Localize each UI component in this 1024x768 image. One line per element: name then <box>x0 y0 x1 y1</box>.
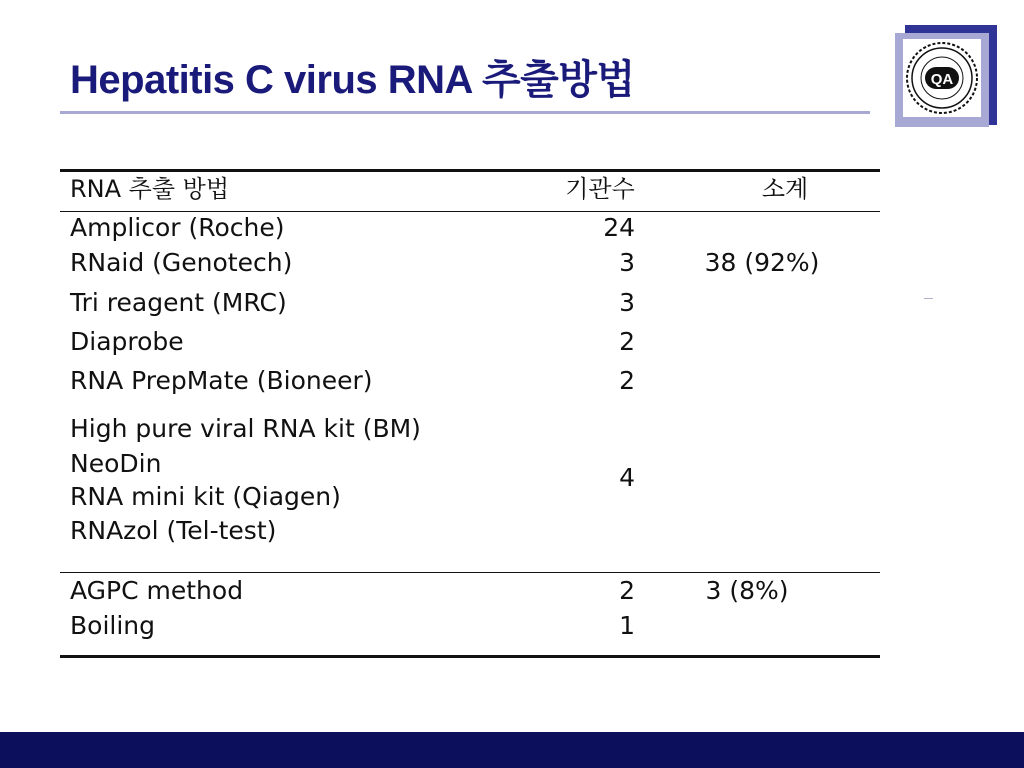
qa-emblem-icon <box>905 41 979 115</box>
row-method: NeoDin <box>70 449 162 478</box>
slide-title: Hepatitis C virus RNA 추출방법 <box>70 58 635 102</box>
logo-badge-text: QA <box>930 71 954 88</box>
table-group-rule <box>60 572 880 573</box>
row-count: 2 <box>619 366 635 395</box>
grouped-count: 4 <box>619 463 635 492</box>
table-bottom-rule <box>60 655 880 658</box>
row-method: Tri reagent (MRC) <box>70 288 287 317</box>
row-method: RNA PrepMate (Bioneer) <box>70 366 373 395</box>
row-count: 3 <box>619 288 635 317</box>
row-method: Diaprobe <box>70 327 184 356</box>
row-count: 3 <box>619 248 635 277</box>
row-count: 2 <box>619 327 635 356</box>
subtotal-group1: 38 (92%) <box>704 248 820 277</box>
header-method: RNA 추출 방법 <box>70 175 230 203</box>
decorative-dash <box>924 298 933 299</box>
row-method: Boiling <box>70 611 155 640</box>
subtotal-group2: 3 (8%) <box>705 576 789 605</box>
row-method: Amplicor (Roche) <box>70 213 285 242</box>
title-underline <box>60 111 870 114</box>
header-subtotal: 소계 <box>761 175 809 203</box>
header-count: 기관수 <box>565 175 635 203</box>
row-method: High pure viral RNA kit (BM) <box>70 414 421 443</box>
row-method: RNA mini kit (Qiagen) <box>70 482 341 511</box>
row-count: 24 <box>603 213 635 242</box>
row-count: 2 <box>619 576 635 605</box>
row-method: RNAzol (Tel-test) <box>70 516 277 545</box>
row-count: 1 <box>619 611 635 640</box>
row-method: RNaid (Genotech) <box>70 248 293 277</box>
row-method: AGPC method <box>70 576 244 605</box>
footer-bar <box>0 732 1024 768</box>
